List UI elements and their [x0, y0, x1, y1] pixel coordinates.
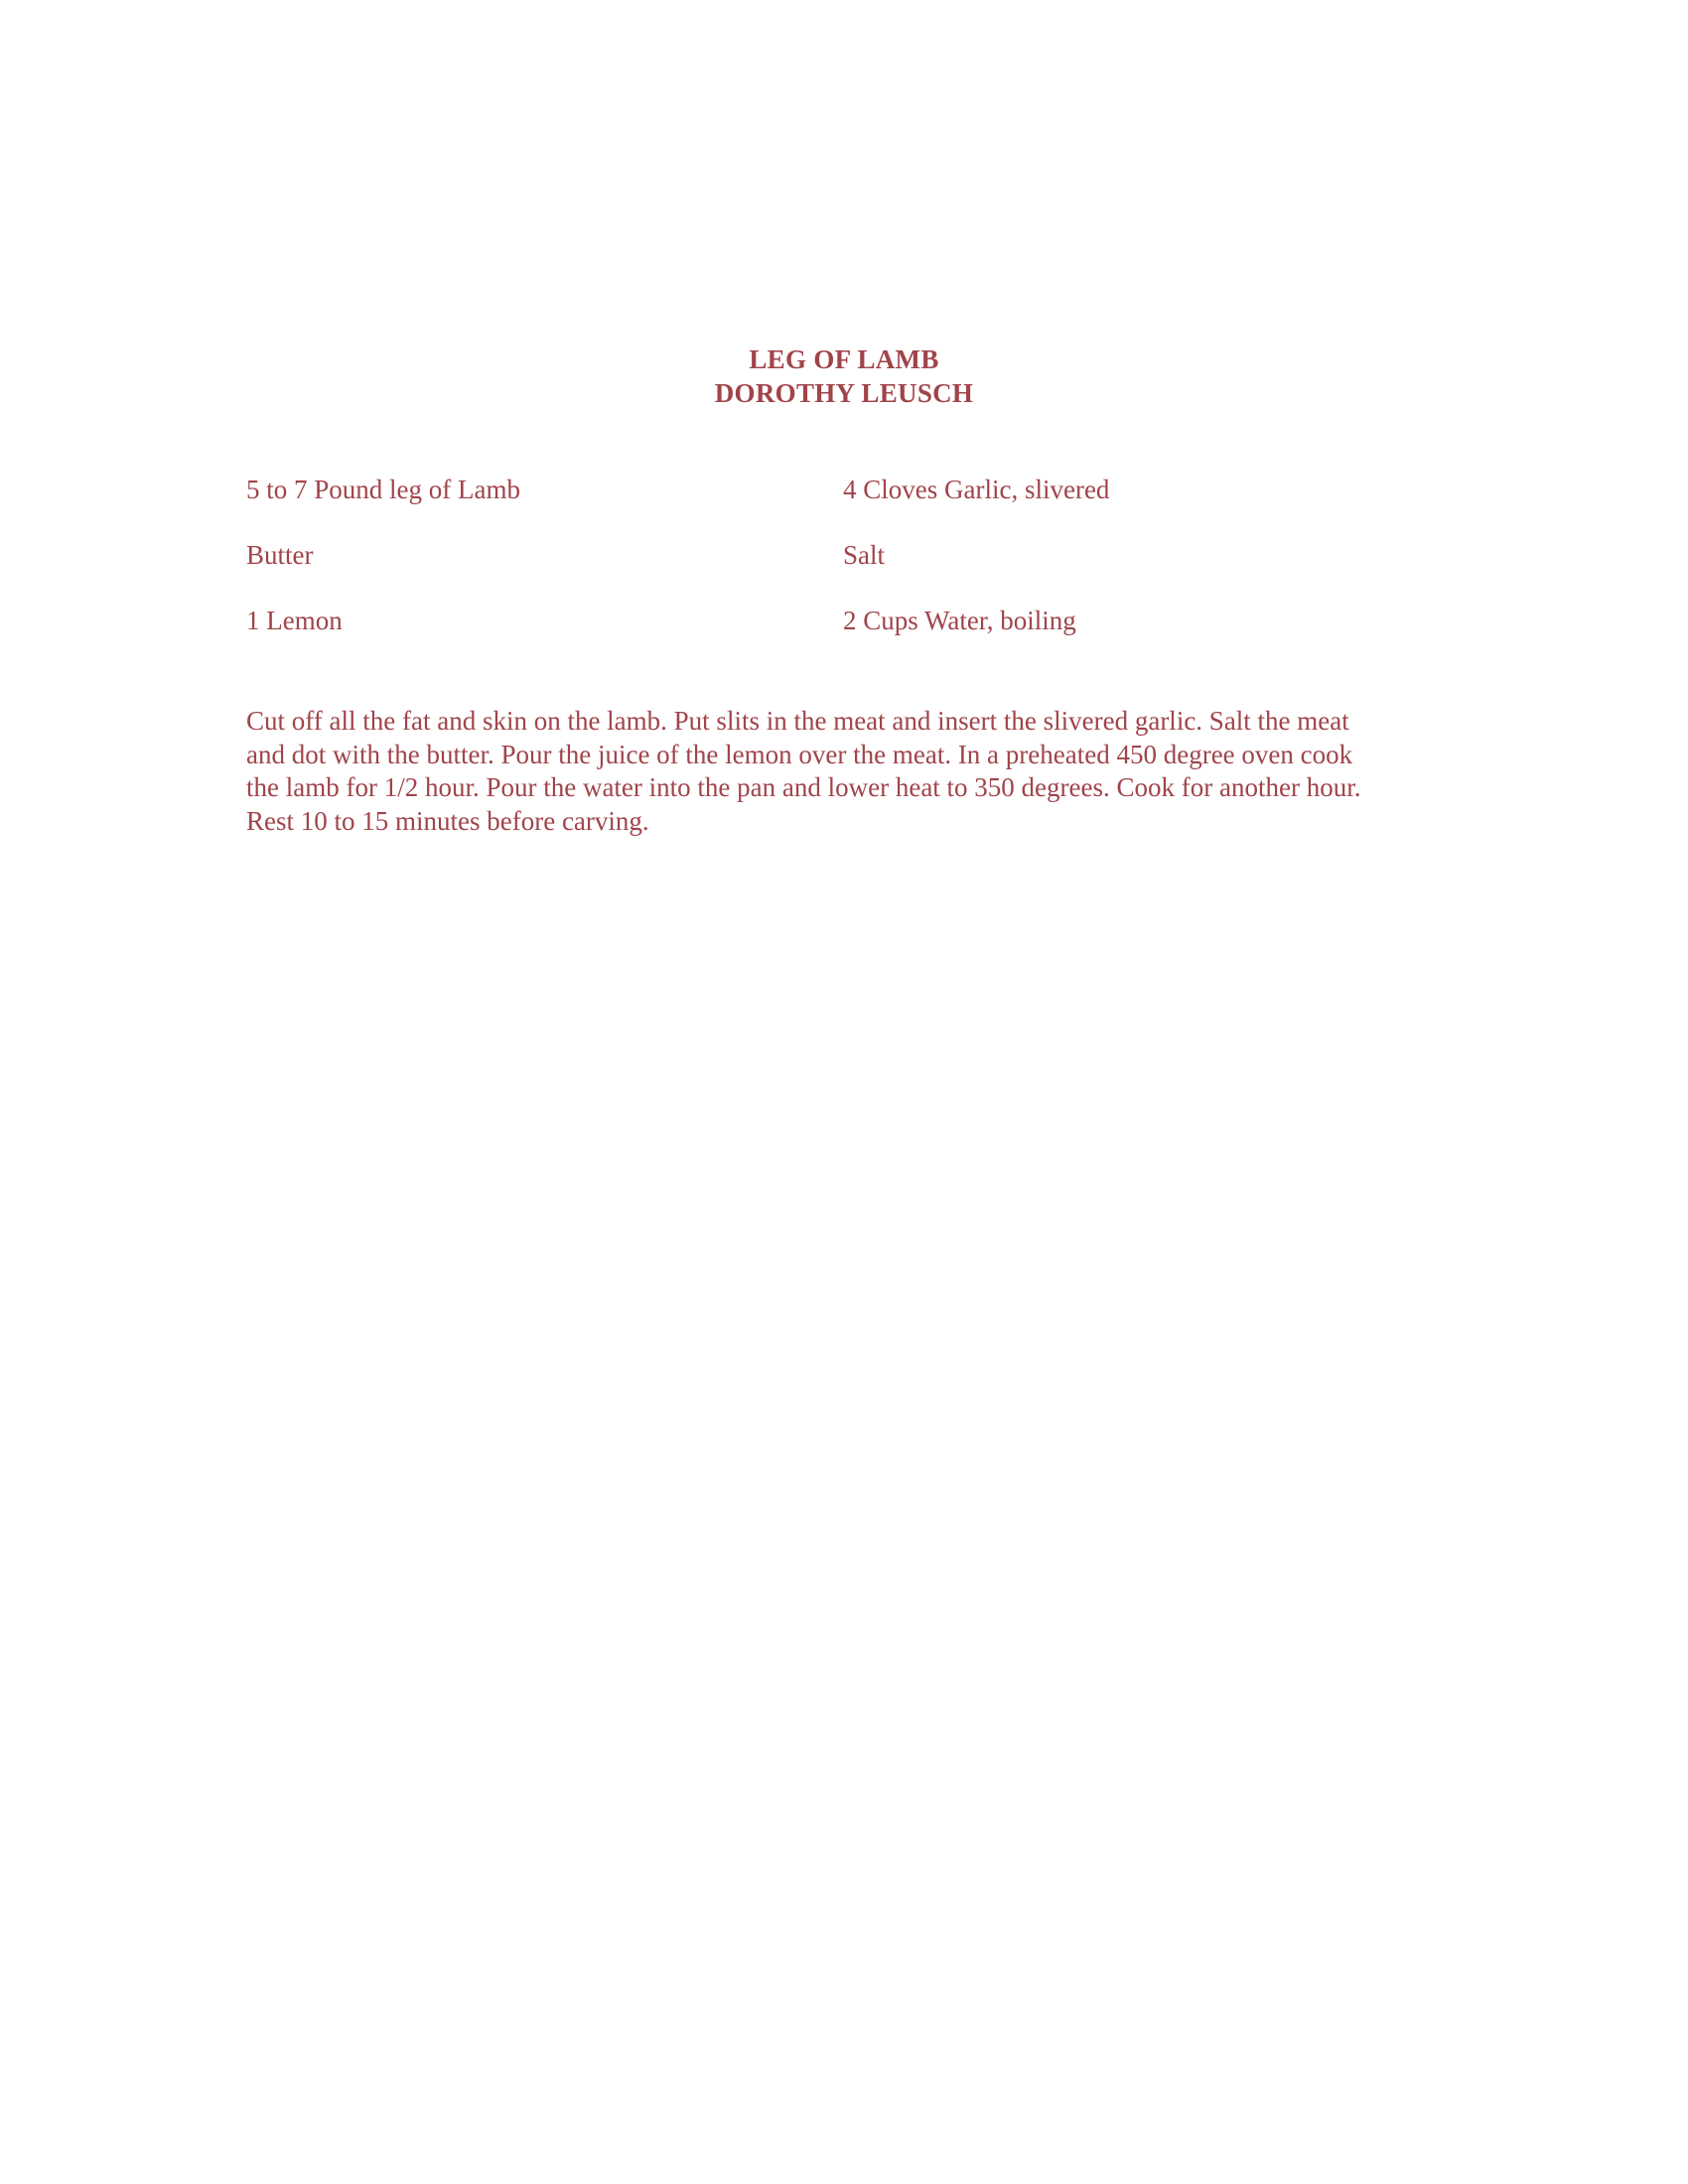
recipe-header: [0, 342, 1688, 410]
ingredients-list: [246, 474, 1438, 670]
instruction-line: and dot with the butter. Pour the juice of the lemon over the meat. In a preheated 450 degree oven cook: [246, 739, 1353, 769]
ingredient-item: Salt: [843, 540, 886, 570]
ingredient-item: Butter: [246, 540, 314, 570]
recipe-instructions: [246, 705, 1438, 838]
ingredient-item: 5 to 7 Pound leg of Lamb: [246, 475, 520, 504]
instruction-line: the lamb for 1/2 hour. Pour the water into the pan and lower heat to 350 degrees. Cook for another hour.: [246, 772, 1361, 802]
instruction-line: Rest 10 to 15 minutes before carving.: [246, 805, 649, 836]
ingredient-row: [246, 539, 1438, 605]
ingredient-row: [246, 474, 1438, 539]
instruction-line: Cut off all the fat and skin on the lamb. Put slits in the meat and insert the slivered garlic. Salt the meat: [246, 706, 1349, 736]
ingredient-item: 4 Cloves Garlic, slivered: [843, 475, 1110, 504]
recipe-author: DOROTHY LEUSCH: [714, 378, 974, 408]
ingredient-row: [246, 605, 1438, 670]
ingredient-item: 1 Lemon: [246, 606, 343, 635]
ingredient-item: 2 Cups Water, boiling: [843, 606, 1076, 635]
recipe-title: LEG OF LAMB: [749, 344, 939, 374]
